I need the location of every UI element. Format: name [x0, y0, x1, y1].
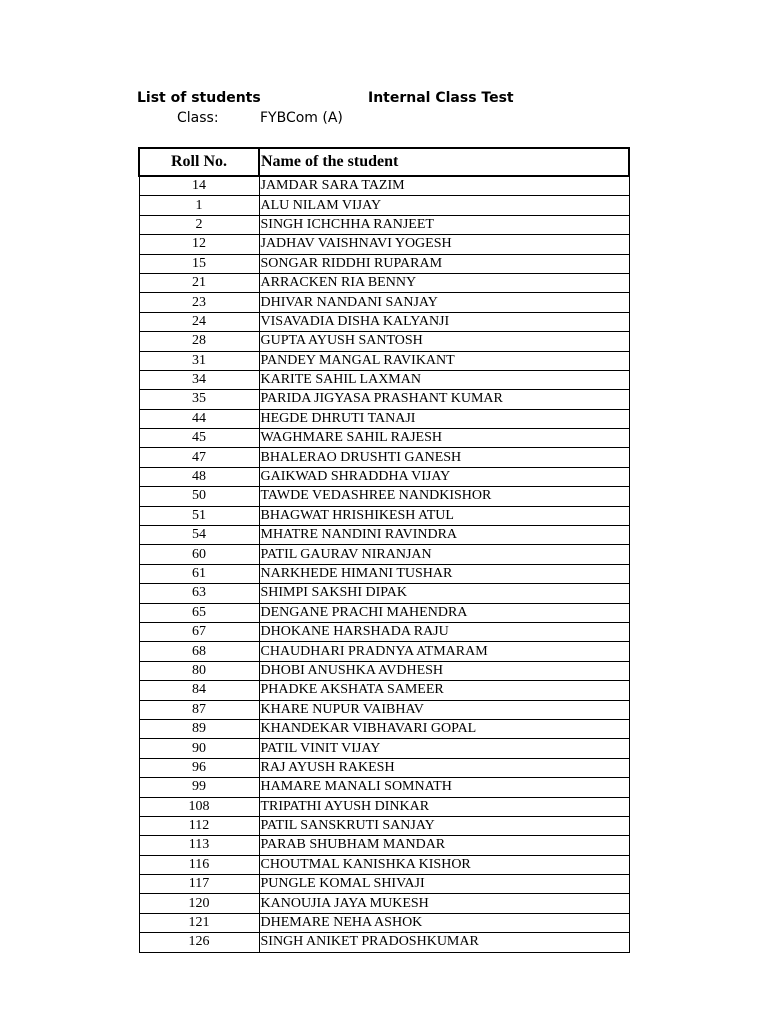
roll-number-cell: 65: [139, 603, 259, 622]
roll-number-cell: 61: [139, 564, 259, 583]
roll-number-cell: 96: [139, 758, 259, 777]
student-name-cell: ARRACKEN RIA BENNY: [259, 273, 629, 292]
class-value: FYBCom (A): [260, 110, 343, 126]
student-name-cell: CHOUTMAL KANISHKA KISHOR: [259, 855, 629, 874]
student-name-cell: PUNGLE KOMAL SHIVAJI: [259, 875, 629, 894]
student-rows: [139, 176, 629, 952]
roll-number-cell: 89: [139, 719, 259, 738]
table-row: [139, 642, 629, 661]
table-row: [139, 409, 629, 428]
roll-number-cell: 112: [139, 816, 259, 835]
roll-number-cell: 108: [139, 797, 259, 816]
table-row: [139, 273, 629, 292]
student-name-cell: PARAB SHUBHAM MANDAR: [259, 836, 629, 855]
roll-number-cell: 121: [139, 913, 259, 932]
student-name-cell: VISAVADIA DISHA KALYANJI: [259, 312, 629, 331]
roll-number-cell: 14: [139, 176, 259, 196]
roll-number-cell: 80: [139, 661, 259, 680]
roll-number-cell: 68: [139, 642, 259, 661]
student-name-cell: MHATRE NANDINI RAVINDRA: [259, 526, 629, 545]
table-row: [139, 603, 629, 622]
column-header-student-name: Name of the student: [259, 148, 629, 176]
table-row: [139, 816, 629, 835]
roll-number-cell: 117: [139, 875, 259, 894]
table-row: [139, 564, 629, 583]
table-row: [139, 797, 629, 816]
roll-number-cell: 15: [139, 254, 259, 273]
student-name-cell: PATIL SANSKRUTI SANJAY: [259, 816, 629, 835]
table-row: [139, 312, 629, 331]
student-name-cell: HAMARE MANALI SOMNATH: [259, 778, 629, 797]
table-row: [139, 254, 629, 273]
roll-number-cell: 48: [139, 467, 259, 486]
student-name-cell: WAGHMARE SAHIL RAJESH: [259, 429, 629, 448]
table-row: [139, 661, 629, 680]
roll-number-cell: 1: [139, 196, 259, 215]
roll-number-cell: 51: [139, 506, 259, 525]
student-name-cell: JADHAV VAISHNAVI YOGESH: [259, 235, 629, 254]
student-table: [138, 147, 630, 953]
student-name-cell: PARIDA JIGYASA PRASHANT KUMAR: [259, 390, 629, 409]
table-row: [139, 719, 629, 738]
student-name-cell: BHAGWAT HRISHIKESH ATUL: [259, 506, 629, 525]
student-name-cell: BHALERAO DRUSHTI GANESH: [259, 448, 629, 467]
table-row: [139, 739, 629, 758]
roll-number-cell: 99: [139, 778, 259, 797]
roll-number-cell: 34: [139, 370, 259, 389]
student-name-cell: ALU NILAM VIJAY: [259, 196, 629, 215]
roll-number-cell: 63: [139, 584, 259, 603]
table-row: [139, 778, 629, 797]
class-label: Class:: [177, 110, 219, 126]
table-row: [139, 758, 629, 777]
roll-number-cell: 60: [139, 545, 259, 564]
table-row: [139, 836, 629, 855]
student-name-cell: SHIMPI SAKSHI DIPAK: [259, 584, 629, 603]
roll-number-cell: 54: [139, 526, 259, 545]
student-name-cell: KARITE SAHIL LAXMAN: [259, 370, 629, 389]
student-name-cell: HEGDE DHRUTI TANAJI: [259, 409, 629, 428]
roll-number-cell: 45: [139, 429, 259, 448]
student-name-cell: KANOUJIA JAYA MUKESH: [259, 894, 629, 913]
student-name-cell: NARKHEDE HIMANI TUSHAR: [259, 564, 629, 583]
roll-number-cell: 23: [139, 293, 259, 312]
student-name-cell: SONGAR RIDDHI RUPARAM: [259, 254, 629, 273]
student-name-cell: DHOKANE HARSHADA RAJU: [259, 622, 629, 641]
roll-number-cell: 12: [139, 235, 259, 254]
roll-number-cell: 87: [139, 700, 259, 719]
document-title: List of students: [137, 90, 261, 106]
roll-number-cell: 28: [139, 332, 259, 351]
table-row: [139, 506, 629, 525]
student-name-cell: PANDEY MANGAL RAVIKANT: [259, 351, 629, 370]
table-row: [139, 293, 629, 312]
roll-number-cell: 21: [139, 273, 259, 292]
student-name-cell: KHANDEKAR VIBHAVARI GOPAL: [259, 719, 629, 738]
student-name-cell: PHADKE AKSHATA SAMEER: [259, 681, 629, 700]
roll-number-cell: 24: [139, 312, 259, 331]
test-name: Internal Class Test: [368, 90, 514, 106]
table-row: [139, 700, 629, 719]
table-row: [139, 913, 629, 932]
roll-number-cell: 67: [139, 622, 259, 641]
table-header-row: [139, 148, 629, 176]
roll-number-cell: 50: [139, 487, 259, 506]
student-name-cell: TRIPATHI AYUSH DINKAR: [259, 797, 629, 816]
student-name-cell: PATIL GAURAV NIRANJAN: [259, 545, 629, 564]
table-row: [139, 235, 629, 254]
student-name-cell: RAJ AYUSH RAKESH: [259, 758, 629, 777]
student-name-cell: DHOBI ANUSHKA AVDHESH: [259, 661, 629, 680]
roll-number-cell: 44: [139, 409, 259, 428]
roll-number-cell: 113: [139, 836, 259, 855]
table-row: [139, 176, 629, 196]
student-name-cell: SINGH ICHCHHA RANJEET: [259, 215, 629, 234]
roll-number-cell: 47: [139, 448, 259, 467]
student-name-cell: DENGANE PRACHI MAHENDRA: [259, 603, 629, 622]
table-row: [139, 390, 629, 409]
table-row: [139, 196, 629, 215]
roll-number-cell: 84: [139, 681, 259, 700]
table-row: [139, 545, 629, 564]
table-row: [139, 681, 629, 700]
student-name-cell: TAWDE VEDASHREE NANDKISHOR: [259, 487, 629, 506]
table-row: [139, 622, 629, 641]
roll-number-cell: 35: [139, 390, 259, 409]
table-row: [139, 855, 629, 874]
roll-number-cell: 31: [139, 351, 259, 370]
student-name-cell: KHARE NUPUR VAIBHAV: [259, 700, 629, 719]
table-row: [139, 875, 629, 894]
table-row: [139, 429, 629, 448]
table-row: [139, 332, 629, 351]
roll-number-cell: 120: [139, 894, 259, 913]
roll-number-cell: 2: [139, 215, 259, 234]
student-name-cell: SINGH ANIKET PRADOSHKUMAR: [259, 933, 629, 952]
table-row: [139, 894, 629, 913]
student-name-cell: DHEMARE NEHA ASHOK: [259, 913, 629, 932]
student-name-cell: GUPTA AYUSH SANTOSH: [259, 332, 629, 351]
table-row: [139, 370, 629, 389]
roll-number-cell: 116: [139, 855, 259, 874]
student-name-cell: PATIL VINIT VIJAY: [259, 739, 629, 758]
table-row: [139, 215, 629, 234]
roll-number-cell: 90: [139, 739, 259, 758]
student-name-cell: GAIKWAD SHRADDHA VIJAY: [259, 467, 629, 486]
roll-number-cell: 126: [139, 933, 259, 952]
table-row: [139, 526, 629, 545]
student-name-cell: DHIVAR NANDANI SANJAY: [259, 293, 629, 312]
table-row: [139, 487, 629, 506]
table-row: [139, 933, 629, 952]
table-row: [139, 351, 629, 370]
table-row: [139, 448, 629, 467]
student-name-cell: JAMDAR SARA TAZIM: [259, 176, 629, 196]
table-row: [139, 584, 629, 603]
table-row: [139, 467, 629, 486]
student-name-cell: CHAUDHARI PRADNYA ATMARAM: [259, 642, 629, 661]
column-header-roll-no: Roll No.: [139, 148, 259, 176]
